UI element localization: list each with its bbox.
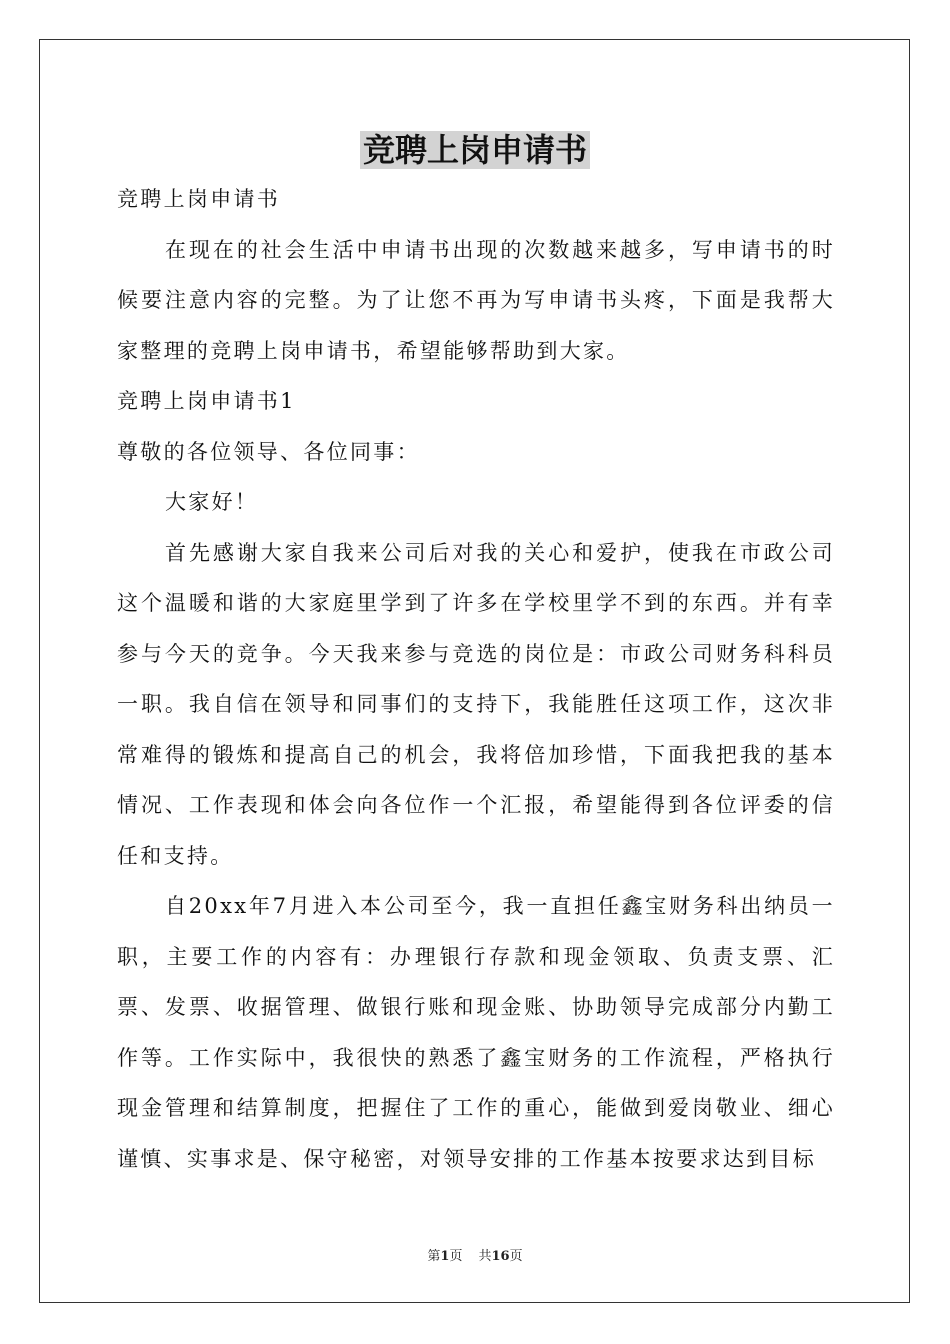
document-title-text: 竞聘上岗申请书	[360, 131, 590, 169]
paragraph-intro: 在现在的社会生活中申请书出现的次数越来越多，写申请书的时候要注意内容的完整。为了让您不再为写申请书头疼，下面是我帮大家整理的竞聘上岗申请书，希望能够帮助到大家。	[117, 237, 835, 363]
paragraph-section-heading: 竞聘上岗申请书1	[117, 389, 296, 413]
document-body	[117, 174, 835, 1184]
total-page-number: 16	[491, 1249, 510, 1264]
page-footer	[0, 1248, 950, 1266]
paragraph-subtitle: 竞聘上岗申请书	[117, 187, 281, 211]
paragraph-greeting: 大家好！	[165, 490, 259, 514]
page-number: 第1页	[427, 1249, 463, 1264]
page-total: 共16页	[478, 1249, 523, 1264]
paragraph-salutation: 尊敬的各位领导、各位同事：	[117, 439, 420, 464]
current-page-number: 1	[440, 1249, 450, 1264]
paragraph-thanks: 首先感谢大家自我来公司后对我的关心和爱护，使我在市政公司这个温暖和谐的大家庭里学到了许多在学校里学不到的东西。并有幸参与今天的竞争。今天我来参与竞选的岗位是：市政公司财务科科员一职。我自信在领导和同事们的支持下，我能胜任这项工作，这次非常难得的锻炼和提高自己的机会，我将倍加珍惜，下面我把我的基本情况、工作表现和体会向各位作一个汇报，希望能得到各位评委的信任和支持。	[117, 540, 835, 868]
paragraph-experience: 自20xx年7月进入本公司至今，我一直担任鑫宝财务科出纳员一职，主要工作的内容有：办理银行存款和现金领取、负责支票、汇票、发票、收据管理、做银行账和现金账、协助领导完成部分内勤工作等。工作实际中，我很快的熟悉了鑫宝财务的工作流程，严格执行现金管理和结算制度，把握住了工作的重心，能做到爱岗敬业、细心谨慎、实事求是、保守秘密，对领导安排的工作基本按要求达到目标	[117, 894, 835, 1171]
document-title	[0, 128, 950, 172]
